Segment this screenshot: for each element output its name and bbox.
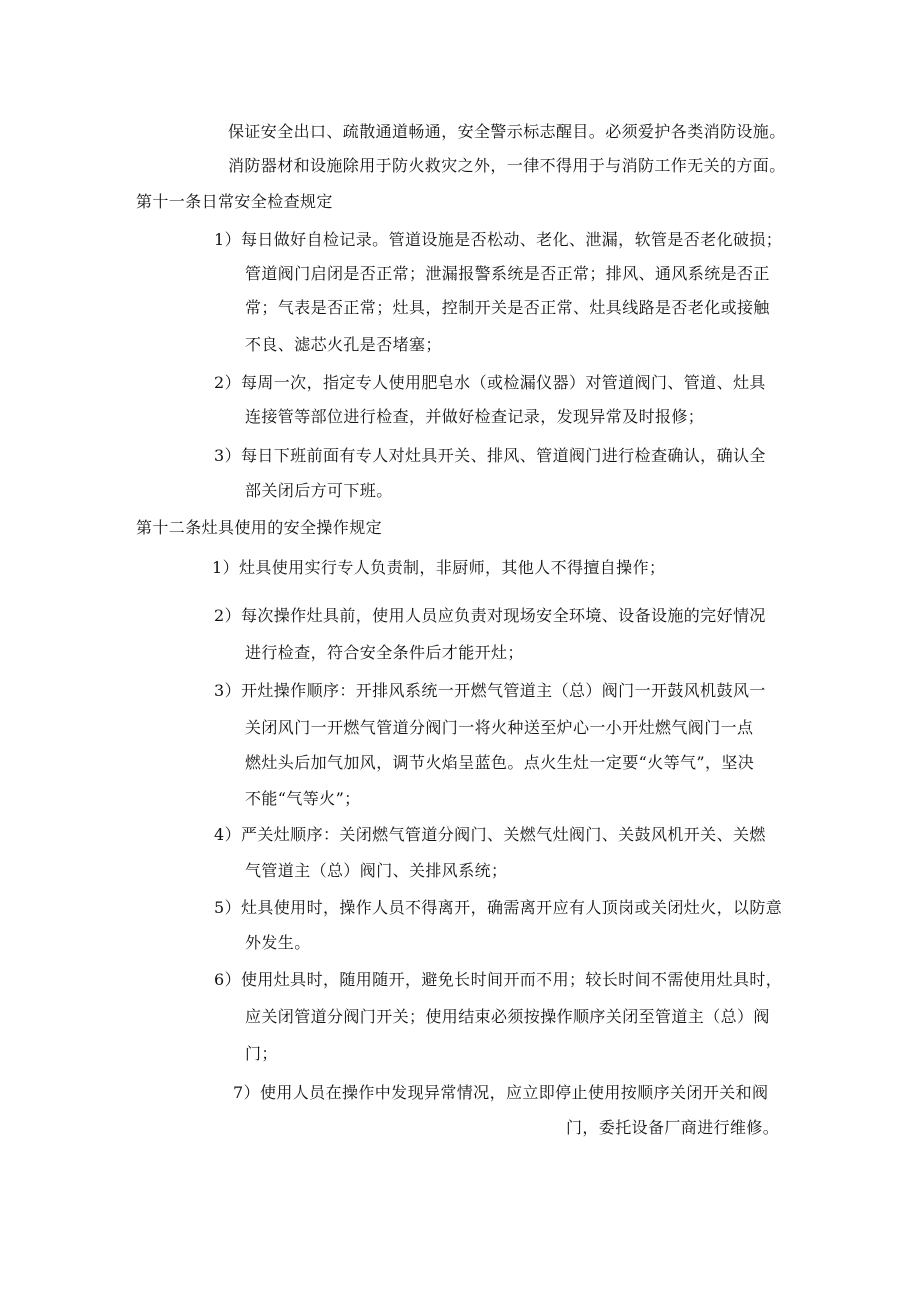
item-line: 3）每日下班前面有专人对灶具开关、排风、管道阀门进行检查确认，确认全 <box>214 446 766 465</box>
item-line: 进行检查，符合安全条件后才能开灶； <box>245 643 524 662</box>
item-line: 门，委托设备厂商进行维修。 <box>566 1118 780 1137</box>
item-line: 不能“气等火”； <box>245 789 361 808</box>
item-line: 5）灶具使用时，操作人员不得离开，确需离开应有人顶岗或关闭灶火，以防意 <box>214 898 783 917</box>
item-line: 连接管等部位进行检查，并做好检查记录，发现异常及时报修； <box>245 407 705 426</box>
item-line: 气管道主（总）阀门、关排风系统； <box>245 861 508 880</box>
item-line: 关闭风门一开燃气管道分阀门一将火种送至炉心一小开灶燃气阀门一点 <box>245 718 754 737</box>
item-line: 2）每次操作灶具前，使用人员应负责对现场安全环境、设备设施的完好情况 <box>214 606 766 625</box>
article-11-heading: 第十一条日常安全检查规定 <box>136 192 333 211</box>
item-line: 外发生。 <box>245 933 311 952</box>
article-12-heading: 第十二条灶具使用的安全操作规定 <box>136 518 383 537</box>
item-line: 门； <box>245 1044 278 1063</box>
item-line: 7）使用人员在操作中发现异常情况，应立即停止使用按顺序关闭开关和阀 <box>233 1083 769 1102</box>
intro-line: 消防器材和设施除用于防火救灾之外，一律不得用于与消防工作无关的方面。 <box>228 156 786 175</box>
item-line: 燃灶头后加气加风，调节火焰呈蓝色。点火生灶一定要“火等气”，坚决 <box>245 753 755 772</box>
item-line: 管道阀门启闭是否正常；泄漏报警系统是否正常；排风、通风系统是否正 <box>245 264 770 283</box>
item-line: 4）严关灶顺序：关闭燃气管道分阀门、关燃气灶阀门、关鼓风机开关、关燃 <box>214 825 766 844</box>
item-line: 1）每日做好自检记录。管道设施是否松动、老化、泄漏，软管是否老化破损； <box>214 230 783 249</box>
intro-line: 保证安全出口、疏散通道畅通，安全警示标志醒目。必须爱护各类消防设施。 <box>228 122 786 141</box>
item-line: 常；气表是否正常；灶具，控制开关是否正常、灶具线路是否老化或接触 <box>245 298 770 317</box>
item-line: 部关闭后方可下班。 <box>245 481 393 500</box>
item-line: 1）灶具使用实行专人负责制，非厨师，其他人不得擅自操作； <box>212 558 666 577</box>
item-line: 不良、滤芯火孔是否堵塞； <box>245 335 442 354</box>
item-line: 应关闭管道分阀门开关；使用结束必须按操作顺序关闭至管道主（总）阀 <box>245 1007 770 1026</box>
item-line: 6）使用灶具时，随用随开，避免长时间开而不用；较长时间不需使用灶具时， <box>214 970 783 989</box>
item-line: 2）每周一次，指定专人使用肥皂水（或检漏仪器）对管道阀门、管道、灶具 <box>214 373 766 392</box>
item-line: 3）开灶操作顺序：开排风系统一开燃气管道主（总）阀门一开鼓风机鼓风一 <box>214 681 766 700</box>
